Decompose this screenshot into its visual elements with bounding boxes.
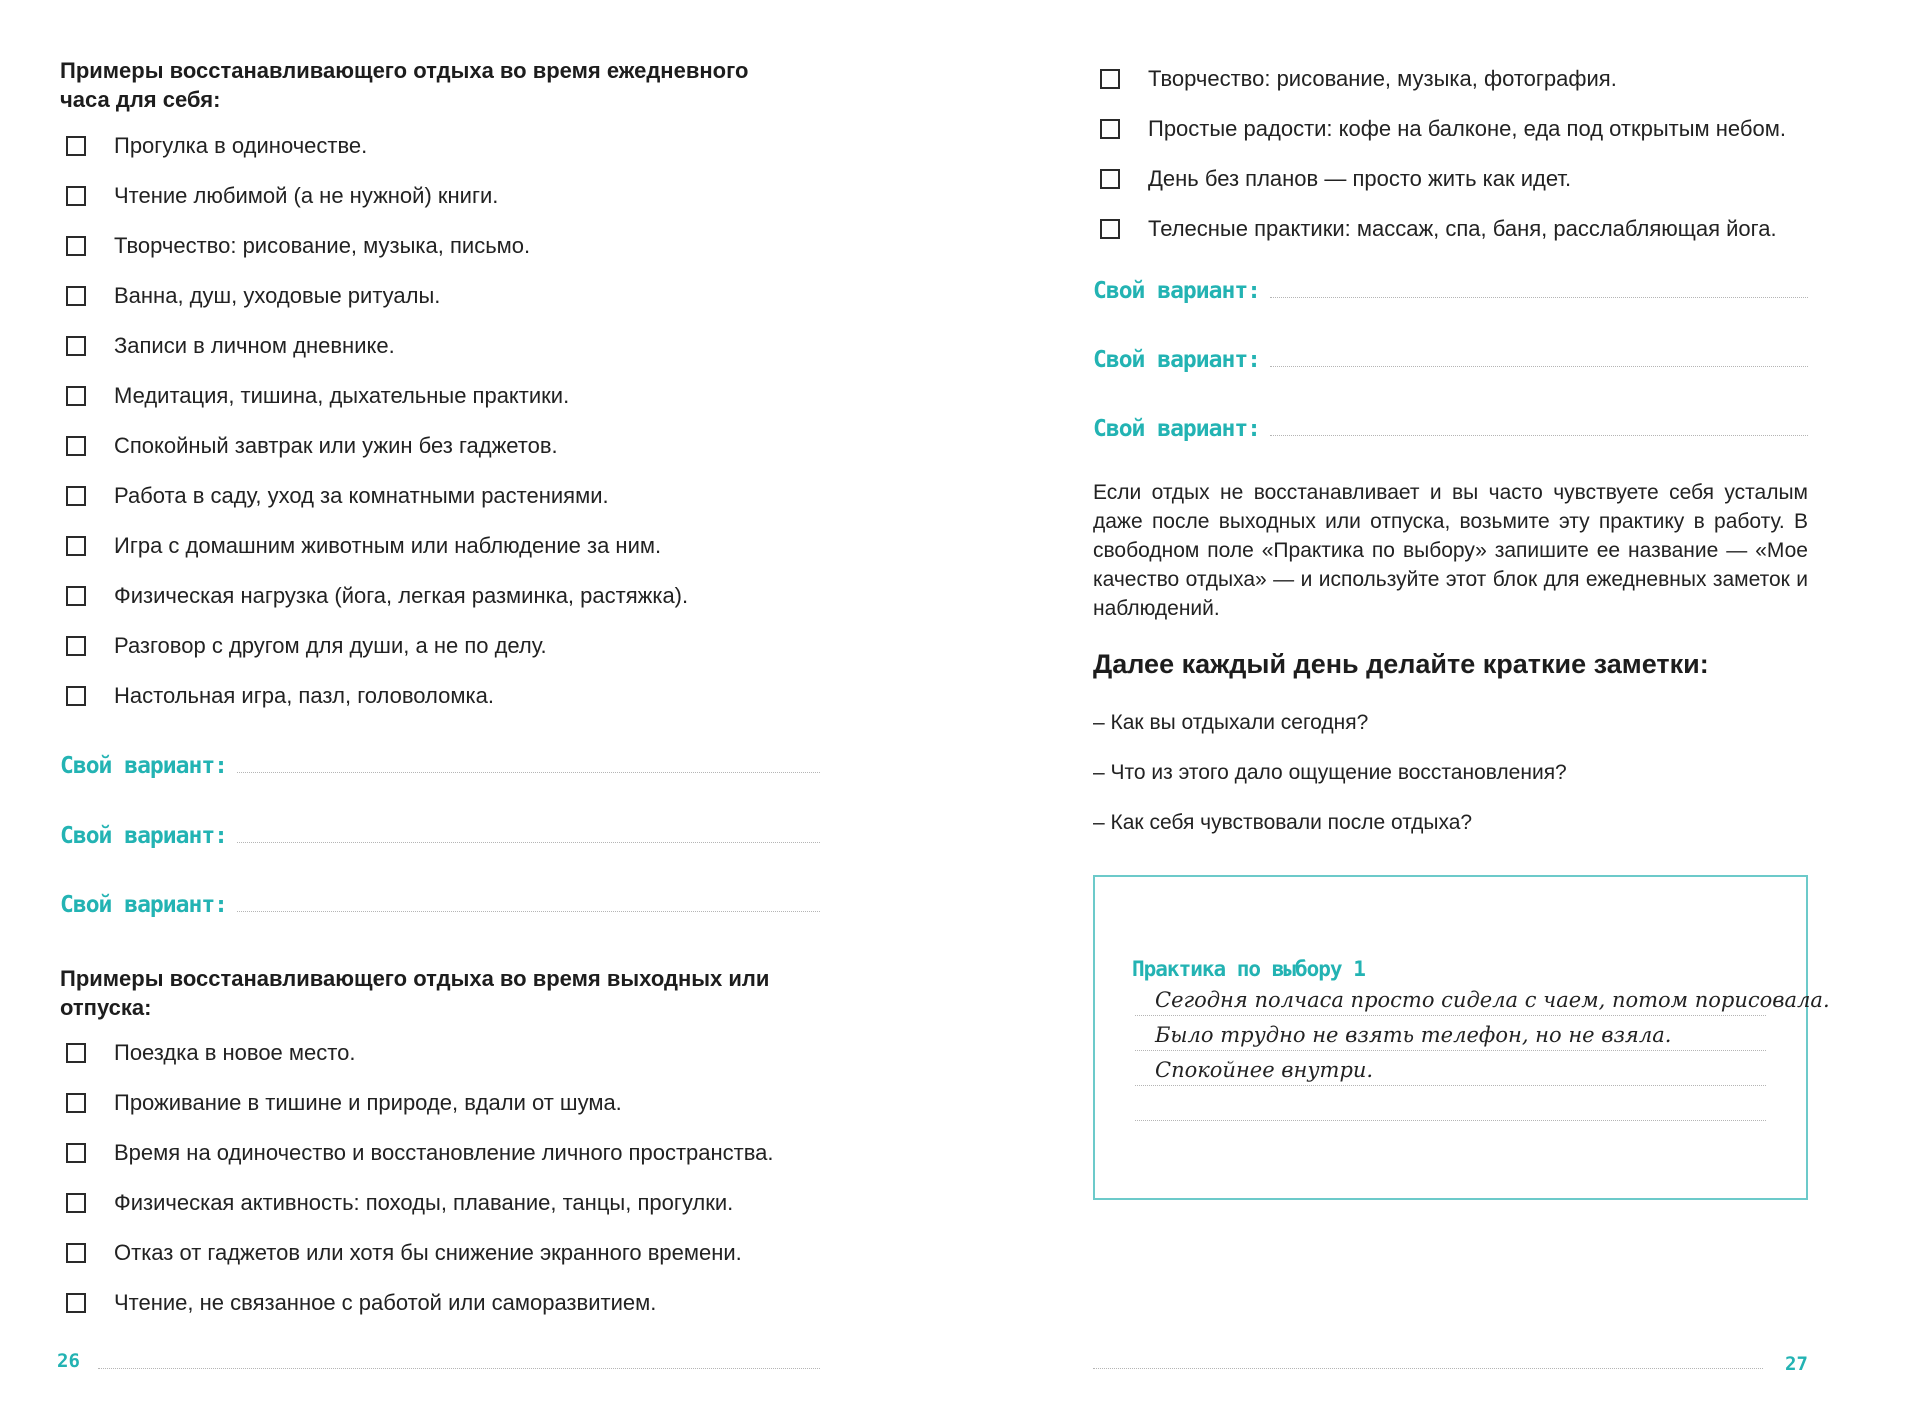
checklist-item[interactable]: Ванна, душ, уходовые ритуалы. <box>66 275 688 325</box>
checklist-item[interactable]: Телесные практики: массаж, спа, баня, расслабляющая йога. <box>1100 208 1786 258</box>
practice-title: Практика по выбору 1 <box>1132 957 1365 981</box>
checkbox[interactable] <box>66 436 86 456</box>
own-variant-label: Свой вариант: <box>1093 278 1261 304</box>
own-variant-field[interactable] <box>60 745 820 779</box>
note-line[interactable] <box>1135 980 1830 1016</box>
checklist-item[interactable]: Физическая нагрузка (йога, легкая разминка, растяжка). <box>66 575 688 625</box>
question-list <box>1093 708 1808 858</box>
question-item: – Как вы отдыхали сегодня? <box>1093 711 1369 734</box>
own-variant-field[interactable] <box>1093 408 1808 442</box>
notes-subheading: Далее каждый день делайте краткие заметки: <box>1093 649 1709 679</box>
own-variant-field[interactable] <box>1093 339 1808 373</box>
checklist-item[interactable]: День без планов — просто жить как идет. <box>1100 158 1786 208</box>
checklist-item[interactable]: Записи в личном дневнике. <box>66 325 688 375</box>
own-variant-line[interactable] <box>1270 435 1808 436</box>
own-variant-field[interactable] <box>60 815 820 849</box>
page-number: 26 <box>57 1350 80 1372</box>
checklist-item[interactable]: Физическая активность: походы, плавание, танцы, прогулки. <box>66 1182 774 1232</box>
own-variant-field[interactable] <box>1093 270 1808 304</box>
checklist-item[interactable]: Чтение любимой (а не нужной) книги. <box>66 175 688 225</box>
note-line[interactable] <box>1135 1085 1766 1121</box>
page-number: 27 <box>1785 1353 1808 1375</box>
checklist-item[interactable]: Игра с домашним животным или наблюдение за ним. <box>66 525 688 575</box>
own-variant-line[interactable] <box>1270 366 1808 367</box>
own-variant-field[interactable] <box>60 884 820 918</box>
checkbox[interactable] <box>66 636 86 656</box>
checklist-item[interactable]: Творчество: рисование, музыка, фотография. <box>1100 58 1786 108</box>
checkbox[interactable] <box>66 386 86 406</box>
own-variant-label: Свой вариант: <box>60 823 228 849</box>
checklist-item[interactable]: Простые радости: кофе на балконе, еда под открытым небом. <box>1100 108 1786 158</box>
checkbox[interactable] <box>66 686 86 706</box>
section-heading-daily: Примеры восстанавливающего отдыха во время ежедневного часа для себя: <box>60 58 749 112</box>
checklist-item[interactable]: Время на одиночество и восстановление личного пространства. <box>66 1132 774 1182</box>
own-variant-line[interactable] <box>237 772 820 773</box>
weekend-checklist <box>66 1032 774 1332</box>
checkbox[interactable] <box>66 536 86 556</box>
checklist-item[interactable]: Чтение, не связанное с работой или саморазвитием. <box>66 1282 774 1332</box>
checkbox[interactable] <box>66 1193 86 1213</box>
checkbox[interactable] <box>66 1143 86 1163</box>
checklist-item[interactable]: Настольная игра, пазл, головоломка. <box>66 675 688 725</box>
checkbox[interactable] <box>66 586 86 606</box>
checklist-item[interactable]: Спокойный завтрак или ужин без гаджетов. <box>66 425 688 475</box>
note-line[interactable] <box>1135 1015 1766 1051</box>
checkbox[interactable] <box>66 136 86 156</box>
own-variant-line[interactable] <box>237 842 820 843</box>
checkbox[interactable] <box>66 1093 86 1113</box>
question-item: – Что из этого дало ощущение восстановления? <box>1093 761 1567 784</box>
checkbox[interactable] <box>66 336 86 356</box>
checkbox[interactable] <box>1100 219 1120 239</box>
handwritten-note: Сегодня полчаса просто сидела с чаем, потом порисовала. <box>1155 988 1830 1012</box>
section-heading-weekend: Примеры восстанавливающего отдыха во время выходных или отпуска: <box>60 966 770 1020</box>
own-variant-label: Свой вариант: <box>60 753 228 779</box>
daily-checklist <box>66 125 688 725</box>
footer-divider <box>98 1368 820 1369</box>
checkbox[interactable] <box>66 186 86 206</box>
checkbox[interactable] <box>66 286 86 306</box>
footer-divider <box>1093 1368 1763 1369</box>
checkbox[interactable] <box>66 486 86 506</box>
checkbox[interactable] <box>66 1243 86 1263</box>
question-item: – Как себя чувствовали после отдыха? <box>1093 811 1473 834</box>
own-variant-label: Свой вариант: <box>1093 416 1261 442</box>
checklist-item[interactable]: Проживание в тишине и природе, вдали от шума. <box>66 1082 774 1132</box>
checklist-item[interactable]: Медитация, тишина, дыхательные практики. <box>66 375 688 425</box>
checkbox[interactable] <box>1100 119 1120 139</box>
weekend-checklist-continued <box>1100 58 1786 258</box>
checklist-item[interactable]: Отказ от гаджетов или хотя бы снижение экранного времени. <box>66 1232 774 1282</box>
checklist-item[interactable]: Поездка в новое место. <box>66 1032 774 1082</box>
checklist-item[interactable]: Прогулка в одиночестве. <box>66 125 688 175</box>
handwritten-note: Было трудно не взять телефон, но не взяла. <box>1155 1023 1672 1047</box>
instruction-paragraph: Если отдых не восстанавливает и вы часто чувствуете себя усталым даже после выходных или отпуска, возьмите эту практику в работу. В свободном поле «Практика по выбору» запишите ее название — «Мое качество отдыха» — и используйте этот блок для ежедневных заметок и наблюдений. <box>1093 481 1808 620</box>
handwritten-note: Спокойнее внутри. <box>1155 1058 1374 1082</box>
checklist-item[interactable]: Разговор с другом для души, а не по делу. <box>66 625 688 675</box>
checkbox[interactable] <box>1100 169 1120 189</box>
checkbox[interactable] <box>66 236 86 256</box>
practice-box[interactable] <box>1093 875 1830 1200</box>
checklist-item[interactable]: Творчество: рисование, музыка, письмо. <box>66 225 688 275</box>
checklist-item[interactable]: Работа в саду, уход за комнатными растениями. <box>66 475 688 525</box>
note-line[interactable] <box>1135 1050 1766 1086</box>
checkbox[interactable] <box>66 1043 86 1063</box>
own-variant-label: Свой вариант: <box>1093 347 1261 373</box>
right-page <box>955 0 1910 1418</box>
own-variant-label: Свой вариант: <box>60 892 228 918</box>
checkbox[interactable] <box>66 1293 86 1313</box>
own-variant-line[interactable] <box>1270 297 1808 298</box>
own-variant-line[interactable] <box>237 911 820 912</box>
checkbox[interactable] <box>1100 69 1120 89</box>
